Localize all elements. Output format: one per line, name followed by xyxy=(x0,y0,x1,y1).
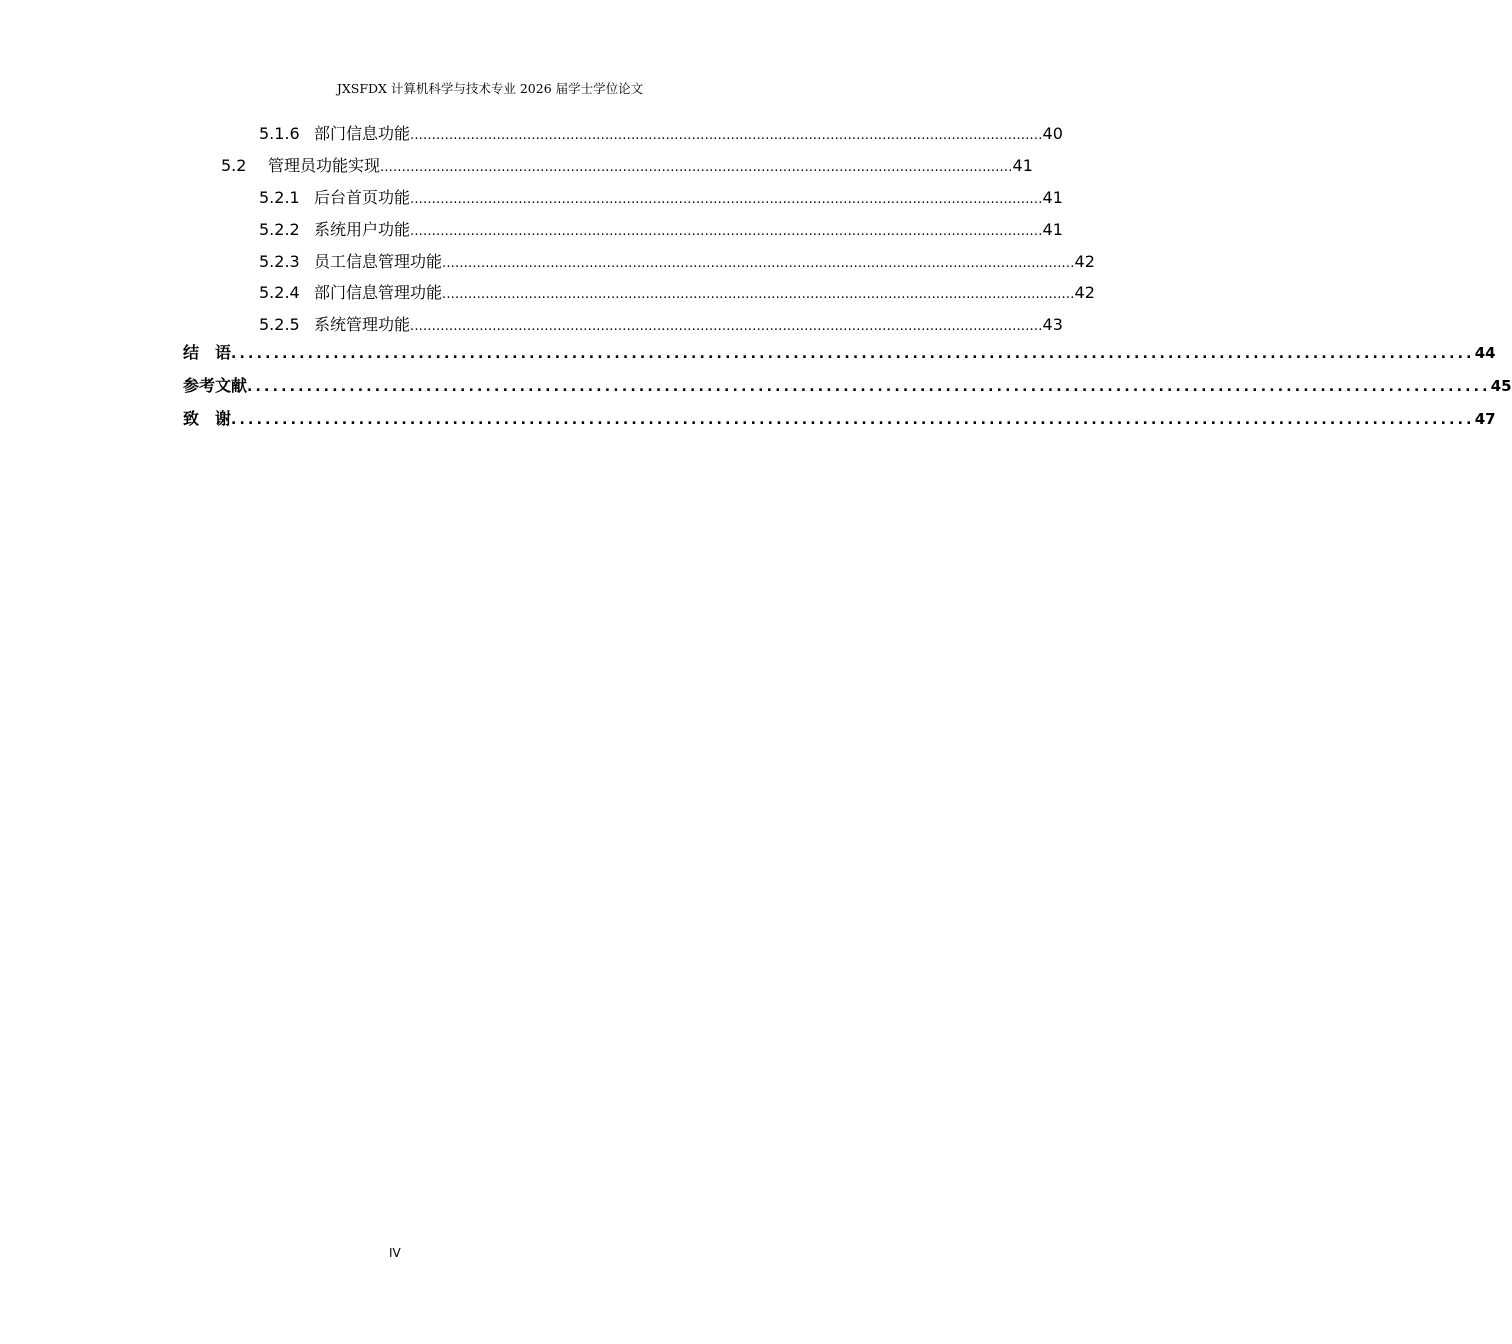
toc-dot-leader: .................................................................................................................................................. xyxy=(231,412,1475,428)
toc-dot-leader: .................................................................................................................................................. xyxy=(442,287,1075,302)
toc-entry-number: 5.1.6 xyxy=(259,124,300,143)
toc-entry-number: 5.2.2 xyxy=(259,220,300,239)
toc-entry-5-2-5[interactable] xyxy=(259,312,1063,335)
toc-entry-page: 47 xyxy=(1474,410,1496,428)
toc-entry-title: 后台首页功能 xyxy=(314,188,411,207)
toc-entry-number: 5.2.1 xyxy=(259,188,300,207)
toc-dot-leader: .................................................................................................................................................. xyxy=(410,192,1043,207)
toc-entry-number: 5.2.4 xyxy=(259,283,300,302)
toc-entry-page: 41 xyxy=(1042,188,1063,207)
toc-entry-number: 5.2.5 xyxy=(259,315,300,334)
toc-entry-5-2[interactable] xyxy=(221,153,1033,176)
toc-entry-number: 5.2.3 xyxy=(259,252,300,271)
toc-entry-title: 致 谢 xyxy=(183,409,232,428)
toc-entry-acknowledgements[interactable] xyxy=(183,406,1496,429)
toc-dot-leader: .................................................................................................................................................. xyxy=(410,128,1043,143)
toc-entry-page: 44 xyxy=(1474,344,1496,362)
toc-entry-references[interactable] xyxy=(183,373,1512,396)
toc-entry-title: 部门信息功能 xyxy=(314,124,411,143)
toc-dot-leader: .................................................................................................................................................. xyxy=(247,379,1491,395)
toc-entry-5-2-3[interactable] xyxy=(259,249,1095,272)
toc-entry-5-2-1[interactable] xyxy=(259,185,1063,208)
toc-entry-page: 41 xyxy=(1042,220,1063,239)
toc-entry-title: 管理员功能实现 xyxy=(268,156,381,175)
toc-entry-title: 参考文献 xyxy=(183,376,248,395)
toc-entry-page: 45 xyxy=(1490,377,1512,395)
toc-entry-5-1-6[interactable] xyxy=(259,121,1063,144)
toc-dot-leader: .................................................................................................................................................. xyxy=(380,160,1013,175)
toc-entry-title: 系统管理功能 xyxy=(314,315,411,334)
toc-dot-leader: .................................................................................................................................................. xyxy=(410,319,1043,334)
toc-entry-number: 5.2 xyxy=(221,156,247,175)
toc-dot-leader: .................................................................................................................................................. xyxy=(231,346,1475,362)
toc-entry-page: 43 xyxy=(1042,315,1063,334)
toc-entry-5-2-4[interactable] xyxy=(259,280,1095,303)
toc-dot-leader: .................................................................................................................................................. xyxy=(442,256,1075,271)
toc-dot-leader: .................................................................................................................................................. xyxy=(410,224,1043,239)
toc-entry-title: 部门信息管理功能 xyxy=(314,283,443,302)
toc-entry-title: 结 语 xyxy=(183,343,232,362)
toc-entry-5-2-2[interactable] xyxy=(259,217,1063,240)
page-number: IV xyxy=(389,1246,401,1260)
toc-entry-page: 41 xyxy=(1012,156,1033,175)
toc-entry-page: 42 xyxy=(1074,283,1095,302)
toc-entry-title: 员工信息管理功能 xyxy=(314,252,443,271)
toc-entry-conclusion[interactable] xyxy=(183,340,1496,363)
toc-entry-page: 40 xyxy=(1042,124,1063,143)
toc-entry-page: 42 xyxy=(1074,252,1095,271)
running-header: JXSFDX 计算机科学与技术专业 2026 届学士学位论文 xyxy=(336,81,644,96)
toc-entry-title: 系统用户功能 xyxy=(314,220,411,239)
